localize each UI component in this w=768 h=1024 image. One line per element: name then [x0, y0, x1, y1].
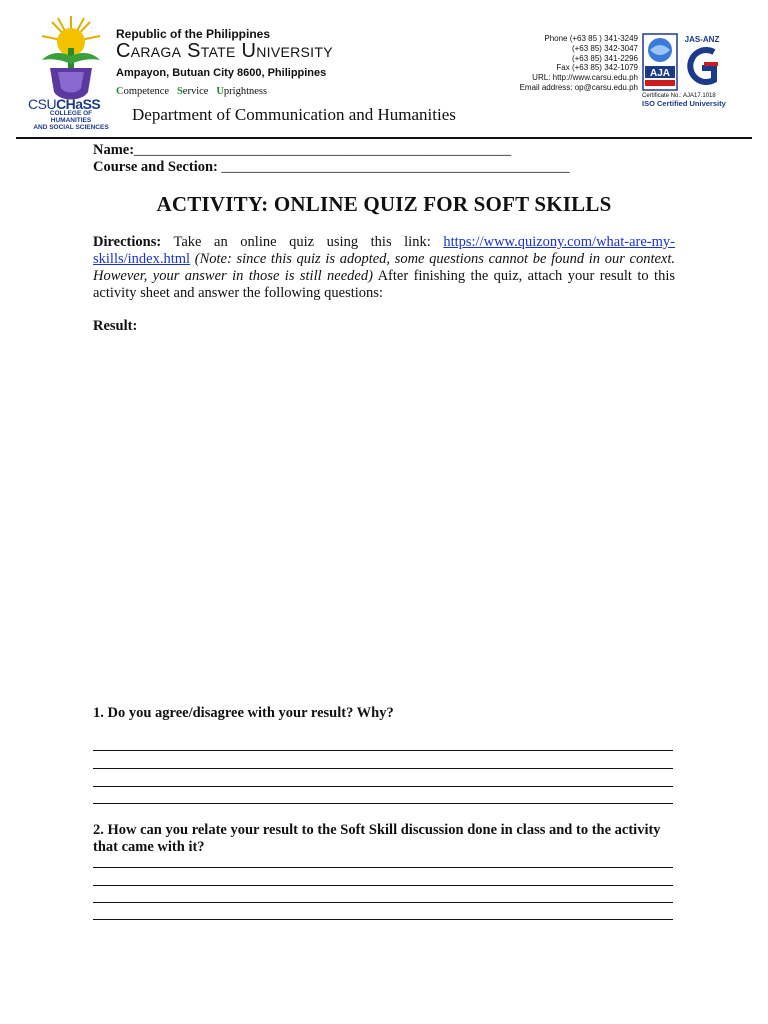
contact-info: Phone (+63 85 ) 341-3249 (+63 85) 342-3047 (+63 85) 341-2296 Fax (+63 85) 342-1079 URL: http://www.carsu.edu.ph Email address: op@carsu.edu.ph	[519, 34, 638, 92]
answer-line[interactable]	[93, 919, 673, 920]
republic-label: Republic of the Philippines	[116, 27, 271, 41]
answer-line[interactable]	[93, 867, 673, 868]
directions-paragraph: Directions: Take an online quiz using this link: https://www.quizony.com/what-are-my-skills/index.html (Note: since this quiz is adopted, some questions cannot be found in our context. However, your answer in those is still needed) After finishing the quiz, attach your result to this activity sheet and answer the following questions:	[93, 234, 676, 301]
course-section-label: Course and Section:	[93, 159, 222, 175]
aja-badge-text: AJA	[649, 68, 671, 79]
answer-line[interactable]	[93, 786, 673, 787]
certificate-details: Certificate No.: AJA17.1018 ISO Certified University	[642, 93, 726, 108]
question-2: 2. How can you relate your result to the Soft Skill discussion done in class and to the activity that came with it?	[93, 822, 661, 855]
header-divider	[16, 137, 752, 139]
name-blank[interactable]: ____________________________________________________	[134, 142, 512, 158]
course-section-blank[interactable]: ________________________________________________	[221, 159, 570, 175]
directions-label: Directions:	[93, 234, 162, 250]
answer-line[interactable]	[93, 902, 673, 903]
result-label: Result:	[93, 318, 138, 334]
university-name: Caraga State University	[116, 40, 333, 62]
question-1: 1. Do you agree/disagree with your result? Why?	[93, 705, 394, 721]
quiz-link[interactable]: https://www.quizony.com/what-are-my-skills/index.html	[93, 234, 675, 267]
university-motto: Competence Service Uprightness	[116, 86, 268, 97]
activity-title: ACTIVITY: ONLINE QUIZ FOR SOFT SKILLS	[156, 192, 612, 216]
name-field[interactable]	[93, 142, 511, 159]
answer-line[interactable]	[93, 768, 673, 769]
letterhead	[0, 0, 768, 140]
answer-line[interactable]	[93, 803, 673, 804]
name-label: Name:	[93, 142, 135, 158]
course-section-field[interactable]	[93, 159, 570, 176]
university-address: Ampayon, Butuan City 8600, Philippines	[116, 67, 327, 79]
directions-note: (Note: since this quiz is adopted, some questions cannot be found in our context. However, your answer in those is still needed)	[93, 251, 676, 284]
answer-line[interactable]	[93, 750, 673, 751]
answer-line[interactable]	[93, 885, 673, 886]
jas-anz-label: JAS-ANZ	[684, 35, 720, 44]
chass-wordmark: CSUCHaSS	[28, 96, 101, 112]
college-name: COLLEGE OF HUMANITIES AND SOCIAL SCIENCES	[33, 110, 109, 131]
department-name: Department of Communication and Humanities	[132, 105, 456, 124]
